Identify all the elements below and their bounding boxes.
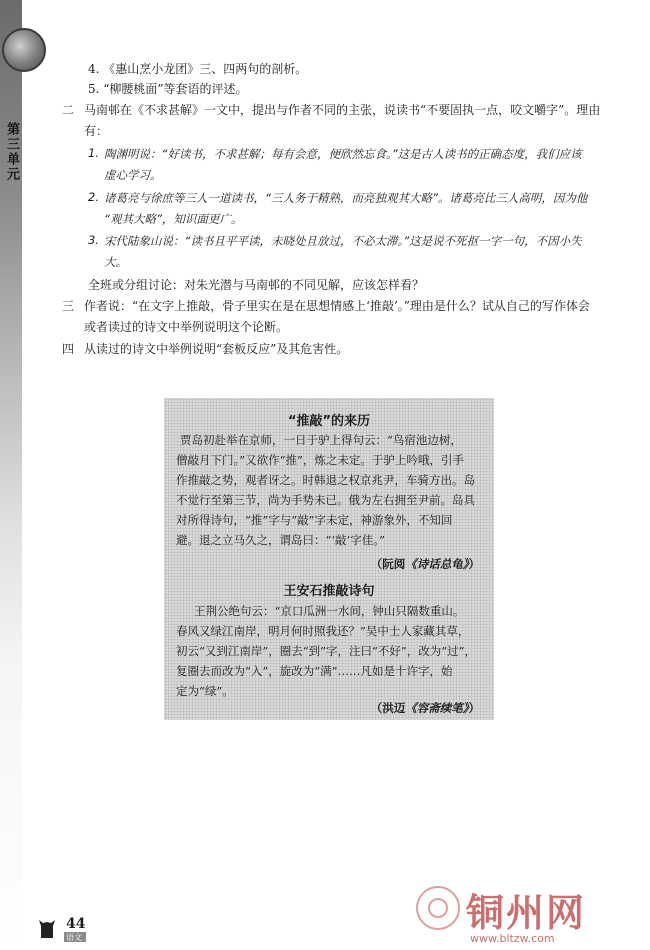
list-item — [88, 60, 307, 77]
watermark — [416, 884, 636, 950]
discussion-prompt: 全班或分组讨论：对朱光潜与马南邨的不同见解，应该怎样看？ — [88, 278, 425, 292]
watermark-text: 铜州网 — [466, 890, 587, 935]
reading-inset-box — [164, 398, 494, 720]
section-text: 马南邨在《不求甚解》一文中，提出与作者不同的主张，说读书“不要固执一点，咬文嚼字”。理由 — [84, 103, 601, 117]
inset-line: 不觉行至第三节，尚为手势未已。俄为左右拥至尹前。岛具 — [176, 493, 475, 507]
inset-title: “推敲”的来历 — [287, 414, 371, 429]
sub-item-number: 2. — [88, 190, 99, 204]
page-sub-label: 语文 — [66, 933, 82, 942]
sub-item-text: “观其大略”，知识面更广。 — [104, 212, 243, 226]
section-number: 三 — [62, 299, 75, 313]
sub-item-text: 诸葛亮与徐庶等三人一道读书，“三人务于精熟，而亮独观其大略”。诸葛亮比三人高明，因为他 — [104, 191, 588, 205]
inset-line: 春风又绿江南岸，明月何时照我还？”吴中士人家藏其草， — [176, 624, 470, 638]
inset-line: 作推敲之势，观者讶之。时韩退之权京兆尹，车骑方出。岛 — [176, 473, 475, 487]
section-text: 作者说：“在文字上推敲，骨子里实在是在思想情感上‘推敲’。”理由是什么？试从自己的写作体会 — [84, 299, 590, 313]
unit-label: 第三单元 — [4, 122, 19, 182]
list-item — [88, 80, 248, 97]
sub-item-text: 大。 — [104, 255, 127, 269]
section-text: 有： — [84, 124, 109, 138]
ornament-icon — [2, 28, 46, 72]
section-number: 四 — [62, 342, 75, 356]
section-text: 或者读过的诗文中举例说明这个论断。 — [84, 320, 289, 334]
section-number: 二 — [62, 103, 75, 117]
inset-line: 复圈去而改为“入”，旋改为“满”……凡如是十许字，始 — [176, 664, 453, 678]
sub-item-number: 1. — [88, 146, 99, 160]
section-text: 从读过的诗文中举例说明“套板反应”及其危害性。 — [84, 342, 349, 356]
inset-source: （阮阅《诗话总龟》） — [370, 557, 480, 571]
inset-line: 僧敲月下门。”又欲作“推”，炼之未定。于驴上吟哦，引手 — [176, 453, 464, 467]
item-text: “柳腰桃面”等套语的评述。 — [103, 82, 248, 96]
inset-line: 贾岛初赴举在京师，一日于驴上得句云：“鸟宿池边树， — [180, 433, 462, 447]
inset-source: （洪迈《容斋续笔》） — [370, 701, 480, 715]
item-number: 4. — [88, 62, 100, 76]
inset-title: 王安石推敲诗句 — [283, 584, 375, 599]
sub-item-text: 宋代陆象山说：“读书且平平读，未晓处且放过，不必太滞。”这是说不死抠一字一句，不因小失 — [104, 234, 582, 248]
cat-silhouette-icon — [38, 916, 56, 938]
watermark-seal-icon — [416, 886, 460, 930]
inset-line: 对所得诗句，“推”字与“敲”字未定，神游象外，不知回 — [176, 513, 453, 527]
item-text: 《惠山烹小龙团》三、四两句的剖析。 — [103, 62, 308, 76]
sub-item-text: 虚心学习。 — [104, 168, 162, 182]
sub-item-text: 陶渊明说：“好读书，不求甚解；每有会意，便欣然忘食。”这是古人读书的正确态度，我们应该 — [104, 147, 582, 161]
inset-line: 定为“绿”。 — [176, 684, 234, 698]
watermark-url: www.bltzw.com — [470, 932, 555, 945]
inset-line: 避。退之立马久之，谓岛曰：“‘敲’字佳。” — [176, 533, 385, 547]
sub-item-number: 3. — [88, 233, 99, 247]
page-number: 44 — [66, 916, 86, 932]
inset-line: 王荆公绝句云：“京口瓜洲一水间，钟山只隔数重山。 — [194, 604, 465, 618]
inset-line: 初云“又到江南岸”，圈去“到”字，注曰“不好”，改为“过”， — [176, 644, 477, 658]
item-number: 5. — [88, 82, 100, 96]
